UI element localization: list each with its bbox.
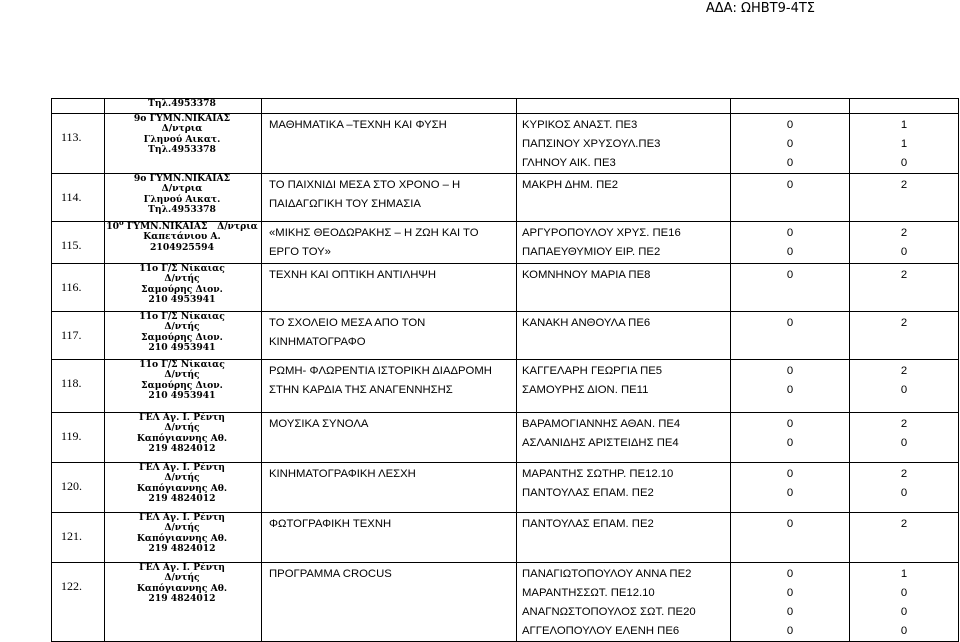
program-line: «ΜΙΚΗΣ ΘΕΟΔΩΡΑΚΗΣ – Η ΖΩΗ ΚΑΙ ΤΟ xyxy=(269,227,479,239)
school-line: Σαμούρης Διον. xyxy=(141,283,223,295)
teacher-line: ΚΟΜΝΗΝΟΥ ΜΑΡΙΑ ΠΕ8 xyxy=(522,269,651,281)
col-b-value: 0 xyxy=(900,437,908,449)
school-line: Γληνού Αικατ. xyxy=(143,193,221,205)
program-line: ΠΡΟΓΡΑΜΜΑ CROCUS xyxy=(269,568,392,580)
col-b-cell xyxy=(850,360,959,413)
school-name: ΓΥΜΝ.ΝΙΚΑΙΑΣ Δ/ντρια xyxy=(123,221,258,232)
school-cell xyxy=(105,413,262,463)
school-cell xyxy=(105,360,262,413)
col-a-value: 0 xyxy=(786,606,794,618)
program-line: ΣΤΗΝ ΚΑΡΔΙΑ ΤΗΣ ΑΝΑΓΕΝΝΗΣΗΣ xyxy=(269,384,453,396)
teachers-cell xyxy=(517,360,731,413)
teachers-cell xyxy=(517,222,731,264)
col-b-value: 0 xyxy=(900,625,908,637)
school-cell xyxy=(105,463,262,513)
school-line: 2104925594 xyxy=(150,241,214,253)
school-line: 219 4824012 xyxy=(148,443,216,455)
teacher-line: ΠΑΝΤΟΥΛΑΣ ΕΠΑΜ. ΠΕ2 xyxy=(522,518,654,530)
row-number: 120. xyxy=(52,463,105,513)
teachers-cell xyxy=(517,312,731,360)
program-cell xyxy=(262,463,517,513)
program-line: ΚΙΝΗΜΑΤΟΓΡΑΦΟ xyxy=(269,336,366,348)
school-line: Σαμούρης Διον. xyxy=(141,331,223,343)
program-line: ΕΡΓΟ ΤΟΥ» xyxy=(269,246,331,258)
program-line: ΦΩΤΟΓΡΑΦΙΚΗ ΤΕΧΝΗ xyxy=(269,518,392,530)
school-cell xyxy=(105,174,262,222)
teachers-cell xyxy=(517,463,731,513)
school-line: ΓΕΛ Αγ. Ι. Ρέντη xyxy=(139,562,225,573)
program-cell xyxy=(262,563,517,642)
col-b-cell xyxy=(850,222,959,264)
col-b-value: 2 xyxy=(900,518,908,530)
school-line: 219 4824012 xyxy=(148,593,216,605)
col-b-value: 2 xyxy=(900,317,908,329)
col-b-value: 0 xyxy=(900,246,908,258)
col-a-value: 0 xyxy=(786,269,794,281)
school-line: Δ/ντής xyxy=(164,522,200,534)
col-a-value: 0 xyxy=(786,418,794,430)
col-b-value: 1 xyxy=(900,138,908,150)
row-number: 119. xyxy=(52,413,105,463)
teacher-line: ΜΑΡΑΝΤΗΣΣΩΤ. ΠΕ12.10 xyxy=(522,587,655,599)
school-cell xyxy=(105,114,262,174)
table-row xyxy=(52,413,959,463)
school-line: Δ/ντής xyxy=(164,321,200,333)
row-number: 121. xyxy=(52,513,105,563)
program-line: ΠΑΙΔΑΓΩΓΙΚΗ ΤΟΥ ΣΗΜΑΣΙΑ xyxy=(269,198,421,210)
table-row xyxy=(52,222,959,264)
teacher-line: ΣΑΜΟΥΡΗΣ ΔΙΟΝ. ΠΕ11 xyxy=(522,384,649,396)
teacher-line: ΑΝΑΓΝΩΣΤΟΠΟΥΛΟΣ ΣΩΤ. ΠΕ20 xyxy=(522,606,696,618)
col-b-value: 2 xyxy=(900,418,908,430)
teachers-cell xyxy=(517,513,731,563)
program-cell xyxy=(262,222,517,264)
teachers-cell xyxy=(517,114,731,174)
school-line: Τηλ.4953378 xyxy=(148,144,216,156)
school-line: Καπόγιαννης Αθ. xyxy=(136,482,228,494)
col-b-value: 2 xyxy=(900,365,908,377)
teacher-line: ΚΥΡΙΚΟΣ ΑΝΑΣΤ. ΠΕ3 xyxy=(522,119,638,131)
teacher-line: ΠΑΠΣΙΝΟΥ ΧΡΥΣΟΥΛ.ΠΕ3 xyxy=(522,138,661,150)
program-line: ΜΟΥΣΙΚΑ ΣΥΝΟΛΑ xyxy=(269,418,369,430)
school-line: 219 4824012 xyxy=(148,493,216,505)
col-a-cell xyxy=(731,114,850,174)
col-b-value: 2 xyxy=(900,227,908,239)
school-line: 210 4953941 xyxy=(148,390,216,402)
program-line: ΤΟ ΣΧΟΛΕΙΟ ΜΕΣΑ ΑΠΟ ΤΟΝ xyxy=(269,317,426,329)
col-b-value: 0 xyxy=(900,587,908,599)
school-line: ΓΕΛ Αγ. Ι. Ρέντη xyxy=(139,512,225,523)
teacher-line: ΑΣΛΑΝΙΔΗΣ ΑΡΙΣΤΕΙΔΗΣ ΠΕ4 xyxy=(522,437,679,449)
col-a-value: 0 xyxy=(786,587,794,599)
col-a-cell xyxy=(731,413,850,463)
teachers-cell xyxy=(517,563,731,642)
program-line: ΤΟ ΠΑΙΧΝΙΔΙ ΜΕΣΑ ΣΤΟ ΧΡΟΝΟ – Η xyxy=(269,179,461,191)
school-line: Δ/ντρια xyxy=(161,123,203,135)
col-a-cell xyxy=(731,360,850,413)
school-line: 11ο Γ/Σ Νίκαιας xyxy=(139,311,225,322)
program-cell xyxy=(262,174,517,222)
program-line: ΜΑΘΗΜΑΤΙΚΑ –ΤΕΧΝΗ ΚΑΙ ΦΥΣΗ xyxy=(269,119,447,131)
col-b-value: 0 xyxy=(900,606,908,618)
school-cell xyxy=(105,264,262,312)
col-a-value: 0 xyxy=(786,518,794,530)
school-line: Δ/ντής xyxy=(164,369,200,381)
col-b-value: 0 xyxy=(900,157,908,169)
col-a-value: 0 xyxy=(786,437,794,449)
school-cell xyxy=(105,99,262,114)
school-line: Καπόγιαννης Αθ. xyxy=(136,432,228,444)
row-number: 118. xyxy=(52,360,105,413)
table-row xyxy=(52,264,959,312)
col-a-value: 0 xyxy=(786,487,794,499)
school-cell xyxy=(105,563,262,642)
teacher-line: ΠΑΝΑΓΙΩΤΟΠΟΥΛΟΥ ΑΝΝΑ ΠΕ2 xyxy=(522,568,692,580)
program-line: ΡΩΜΗ- ΦΛΩΡΕΝΤΙΑ ΙΣΤΟΡΙΚΗ ΔΙΑΔΡΟΜΗ xyxy=(269,365,492,377)
row-number: 114. xyxy=(52,174,105,222)
col-a-value: 0 xyxy=(786,317,794,329)
col-a-value: 0 xyxy=(786,119,794,131)
school-line: 9ο ΓΥΜΝ.ΝΙΚΑΙΑΣ xyxy=(133,113,231,124)
col-a-value: 0 xyxy=(786,157,794,169)
school-line: Τηλ.4953378 xyxy=(148,204,216,216)
col-a-cell xyxy=(731,312,850,360)
table-row xyxy=(52,312,959,360)
school-line: Καπόγιαννης Αθ. xyxy=(136,582,228,594)
teacher-line: ΠΑΝΤΟΥΛΑΣ ΕΠΑΜ. ΠΕ2 xyxy=(522,487,654,499)
table-row xyxy=(52,513,959,563)
program-cell xyxy=(262,264,517,312)
school-line: Δ/ντής xyxy=(164,273,200,285)
school-line: Δ/ντής xyxy=(164,572,200,584)
teacher-line: ΚΑΓΓΕΛΑΡΗ ΓΕΩΡΓΙΑ ΠΕ5 xyxy=(522,365,663,377)
table-row xyxy=(52,563,959,642)
program-cell xyxy=(262,114,517,174)
teacher-line: ΑΡΓΥΡΟΠΟΥΛΟΥ ΧΡΥΣ. ΠΕ16 xyxy=(522,227,681,239)
school-line: ΓΕΛ Αγ. Ι. Ρέντη xyxy=(139,412,225,423)
school-line: ΓΕΛ Αγ. Ι. Ρέντη xyxy=(139,462,225,473)
teacher-line: ΚΑΝΑΚΗ ΑΝΘΟΥΛΑ ΠΕ6 xyxy=(522,317,651,329)
school-line: Γληνού Αικατ. xyxy=(143,133,221,145)
program-cell xyxy=(262,360,517,413)
programs-table xyxy=(51,98,959,642)
teacher-line: ΓΛΗΝΟΥ ΑΙΚ. ΠΕ3 xyxy=(522,157,616,169)
col-a-value: 0 xyxy=(786,138,794,150)
table-row xyxy=(52,463,959,513)
col-b-value: 2 xyxy=(900,179,908,191)
school-line: Δ/ντρια xyxy=(161,183,203,195)
table-row xyxy=(52,174,959,222)
school-cell xyxy=(105,312,262,360)
teacher-line: ΒΑΡΑΜΟΓΙΑΝΝΗΣ ΑΘΑΝ. ΠΕ4 xyxy=(522,418,681,430)
row-number: 115. xyxy=(52,222,105,264)
col-a-value: 0 xyxy=(786,227,794,239)
school-line: 11ο Γ/Σ Νίκαιας xyxy=(139,263,225,274)
school-line: Σαμούρης Διον. xyxy=(141,379,223,391)
col-b-value: 2 xyxy=(900,269,908,281)
col-b-cell xyxy=(850,264,959,312)
ordinal-suffix: ο xyxy=(119,217,124,227)
col-b-cell xyxy=(850,312,959,360)
num-cell xyxy=(52,99,105,114)
col-b-cell xyxy=(850,513,959,563)
school-line: Δ/ντής xyxy=(164,422,200,434)
school-line: 210 4953941 xyxy=(148,342,216,354)
teachers-cell xyxy=(517,174,731,222)
col-b-cell xyxy=(850,174,959,222)
col-a-value: 0 xyxy=(786,568,794,580)
program-cell xyxy=(262,99,517,114)
program-cell xyxy=(262,513,517,563)
teacher-line: ΑΓΓΕΛΟΠΟΥΛΟΥ ΕΛΕΝΗ ΠΕ6 xyxy=(522,625,680,637)
col-b-cell xyxy=(850,563,959,642)
school-line: 219 4824012 xyxy=(148,543,216,555)
teachers-cell xyxy=(517,264,731,312)
school-line: Καπόγιαννης Αθ. xyxy=(136,532,228,544)
teacher-line: ΜΑΚΡΗ ΔΗΜ. ΠΕ2 xyxy=(522,179,619,191)
col-b-cell xyxy=(850,114,959,174)
teachers-cell xyxy=(517,413,731,463)
school-cell xyxy=(105,513,262,563)
school-line: 9ο ΓΥΜΝ.ΝΙΚΑΙΑΣ xyxy=(133,173,231,184)
col-b-value: 2 xyxy=(900,468,908,480)
school-line: 210 4953941 xyxy=(148,294,216,306)
col-b-value: 0 xyxy=(900,384,908,396)
table-row xyxy=(52,114,959,174)
school-line: Καπετάνιου Α. xyxy=(143,231,221,243)
col-b-value: 1 xyxy=(900,119,908,131)
program-line: ΚΙΝΗΜΑΤΟΓΡΑΦΙΚΗ ΛΕΣΧΗ xyxy=(269,468,416,480)
col-a-cell xyxy=(731,463,850,513)
row-number: 113. xyxy=(52,114,105,174)
table-row xyxy=(52,360,959,413)
row-number: 116. xyxy=(52,264,105,312)
col-a-value: 0 xyxy=(786,625,794,637)
ada-code: ΑΔΑ: ΩΗΒΤ9-4ΤΣ xyxy=(705,1,815,16)
teachers-cell xyxy=(517,99,731,114)
col-a-value: 0 xyxy=(786,365,794,377)
col-b-value: 0 xyxy=(900,487,908,499)
program-cell xyxy=(262,312,517,360)
school-line: Τηλ.4953378 xyxy=(148,98,216,109)
col-a-cell xyxy=(731,513,850,563)
program-cell xyxy=(262,413,517,463)
row-number: 122. xyxy=(52,563,105,642)
col-a-cell xyxy=(731,99,850,114)
school-line: Δ/ντής xyxy=(164,472,200,484)
school-line: 11ο Γ/Σ Νίκαιας xyxy=(139,359,225,370)
school-cell xyxy=(105,217,262,264)
col-b-value: 1 xyxy=(900,568,908,580)
table-row-fragment xyxy=(52,99,959,114)
col-b-cell xyxy=(850,99,959,114)
col-a-value: 0 xyxy=(786,246,794,258)
teacher-line: ΠΑΠΑΕΥΘΥΜΙΟΥ ΕΙΡ. ΠΕ2 xyxy=(522,246,661,258)
program-line: ΤΕΧΝΗ ΚΑΙ ΟΠΤΙΚΗ ΑΝΤΙΛΗΨΗ xyxy=(269,269,436,281)
col-a-value: 0 xyxy=(786,468,794,480)
col-a-cell xyxy=(731,222,850,264)
col-a-cell xyxy=(731,563,850,642)
school-number: 10 xyxy=(106,221,120,232)
col-a-cell xyxy=(731,264,850,312)
row-number: 117. xyxy=(52,312,105,360)
col-b-cell xyxy=(850,463,959,513)
teacher-line: ΜΑΡΑΝΤΗΣ ΣΩΤΗΡ. ΠΕ12.10 xyxy=(522,468,674,480)
col-a-value: 0 xyxy=(786,179,794,191)
col-b-cell xyxy=(850,413,959,463)
col-a-value: 0 xyxy=(786,384,794,396)
col-a-cell xyxy=(731,174,850,222)
